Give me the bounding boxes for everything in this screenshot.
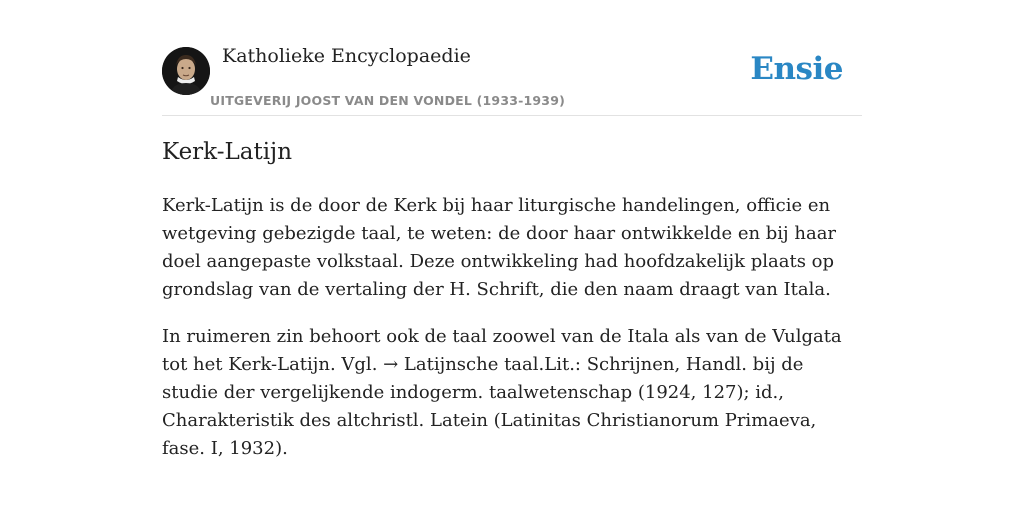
article-title: Kerk-Latijn [162, 139, 293, 165]
article-paragraph: Kerk-Latijn is de door de Kerk bij haar liturgische handelingen, officie en wetgeving gebezigde taal, te weten: de door haar ontwikkelde en bij haar doel aangepaste volkstaal. Deze ontwikkeling had hoofdzakelijk plaats op grondslag van de vertaling der H. Schrift, die den naam draagt van Itala. [162, 195, 837, 300]
publisher-label: UITGEVERIJ JOOST VAN DEN VONDEL (1933-1939) [210, 93, 566, 108]
portrait-icon [162, 47, 210, 95]
article-paragraph: In ruimeren zin behoort ook de taal zoowel van de Itala als van de Vulgata tot het Kerk-Latijn. Vgl. → Latijnsche taal.Lit.: Schrijnen, Handl. bij de studie der vergelijkende indogerm. taalwetenschap (1924, 127); id., Charakteristik des altchristl. Latein (Latinitas Christianorum Primaeva, fase. I, 1932). [162, 326, 842, 459]
site-header [162, 40, 862, 116]
avatar[interactable] [162, 47, 210, 95]
article-body [162, 192, 862, 482]
brand-logo[interactable]: Ensie [750, 51, 843, 87]
publication-title[interactable]: Katholieke Encyclopaedie [222, 45, 471, 67]
